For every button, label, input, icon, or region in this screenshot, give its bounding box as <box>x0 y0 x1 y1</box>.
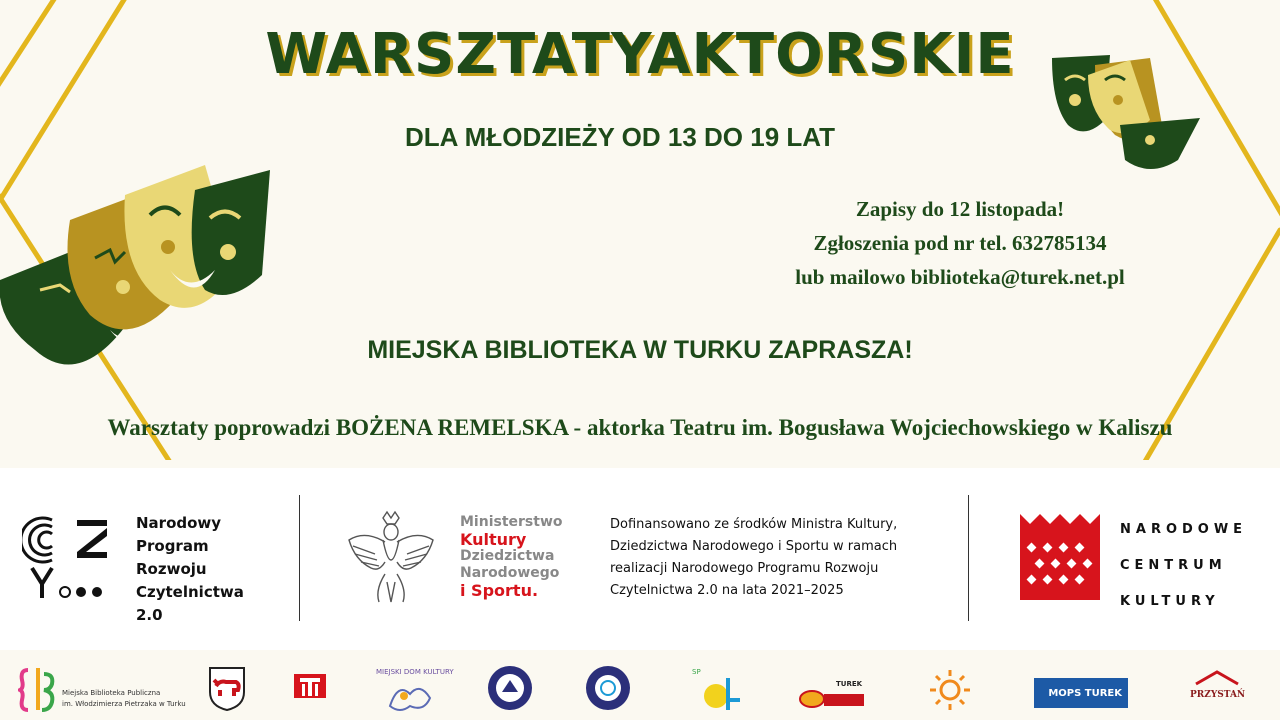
invitation-heading: MIEJSKA BIBLIOTEKA W TURKU ZAPRASZA! <box>367 336 913 364</box>
funding-statement <box>610 514 950 602</box>
school-badge-icon <box>486 664 534 712</box>
left-theatre-masks <box>0 165 270 365</box>
ministry-line: Narodowego <box>460 565 560 581</box>
nck-crown-logo-icon <box>1020 514 1100 600</box>
mbp-library-name <box>62 688 186 710</box>
ministry-line: Dziedzictwa <box>460 548 555 564</box>
phone-line: Zgłoszenia pod nr tel. 632785134 <box>813 231 1107 255</box>
mbp-line: Miejska Biblioteka Publiczna <box>62 689 161 697</box>
mops-logo <box>1034 678 1128 708</box>
turek-coat-of-arms-icon <box>208 664 246 712</box>
mbp-line: im. Włodzimierza Pietrzaka w Turku <box>62 700 186 708</box>
sp4-logo-icon <box>700 672 744 712</box>
ministry-line: Ministerstwo <box>460 514 563 530</box>
mdk-logo-icon <box>384 676 436 716</box>
npr-line: Rozwoju <box>136 560 207 578</box>
nck-line: KULTURY <box>1120 594 1220 609</box>
funding-line: Dofinansowano ze środków Ministra Kultury, <box>610 517 898 532</box>
polish-eagle-emblem-icon <box>345 510 437 606</box>
npr-line: Czytelnictwa <box>136 583 244 601</box>
workshop-leader-line: Warsztaty poprowadzi BOŻENA REMELSKA - aktorka Teatru im. Bogusława Wojciechowskiego w Kaliszu <box>107 415 1173 440</box>
contact-info <box>760 192 1160 294</box>
npr-line: Narodowy <box>136 514 222 532</box>
divider <box>968 495 969 621</box>
email-line: lub mailowo biblioteka@turek.net.pl <box>795 265 1125 289</box>
ministry-line: i Sportu. <box>460 581 539 600</box>
ministry-line: Kultury <box>460 530 527 549</box>
divider <box>299 495 300 621</box>
przystan-roof-icon <box>1192 668 1242 686</box>
nck-line: CENTRUM <box>1120 558 1227 573</box>
mops-label: MOPS TUREK <box>1048 687 1122 699</box>
mbp-library-logo-icon <box>18 664 58 714</box>
funding-line: Dziedzictwa Narodowego i Sportu w ramach <box>610 539 898 554</box>
funding-line: Czytelnictwa 2.0 na lata 2021–2025 <box>610 583 844 598</box>
npr-line: Program <box>136 537 209 555</box>
sun-hand-logo-icon <box>928 668 972 712</box>
funding-line: realizacji Narodowego Programu Rozwoju <box>610 561 879 576</box>
nck-name <box>1120 512 1247 620</box>
poster-subtitle: DLA MŁODZIEŻY OD 13 DO 19 LAT <box>404 122 835 152</box>
npr-name <box>136 512 244 627</box>
npr-logo-icon <box>22 514 114 604</box>
signup-deadline: Zapisy do 12 listopada! <box>855 197 1065 221</box>
npr-line: 2.0 <box>136 606 163 624</box>
nck-line: NARODOWE <box>1120 522 1248 537</box>
osir-logo-icon <box>798 688 868 710</box>
ministry-logo-text <box>460 514 563 599</box>
sp-label: SP <box>692 668 701 676</box>
przystan-label: PRZYSTAŃ <box>1190 690 1246 700</box>
poster-title: WARSZTATYAKTORSKIE <box>265 22 1015 87</box>
red-t-logo-icon <box>292 664 328 704</box>
mdk-label: MIEJSKI DOM KULTURY <box>376 668 454 676</box>
unicef-school-badge-icon <box>584 664 632 712</box>
turek-label: TUREK <box>836 680 863 688</box>
